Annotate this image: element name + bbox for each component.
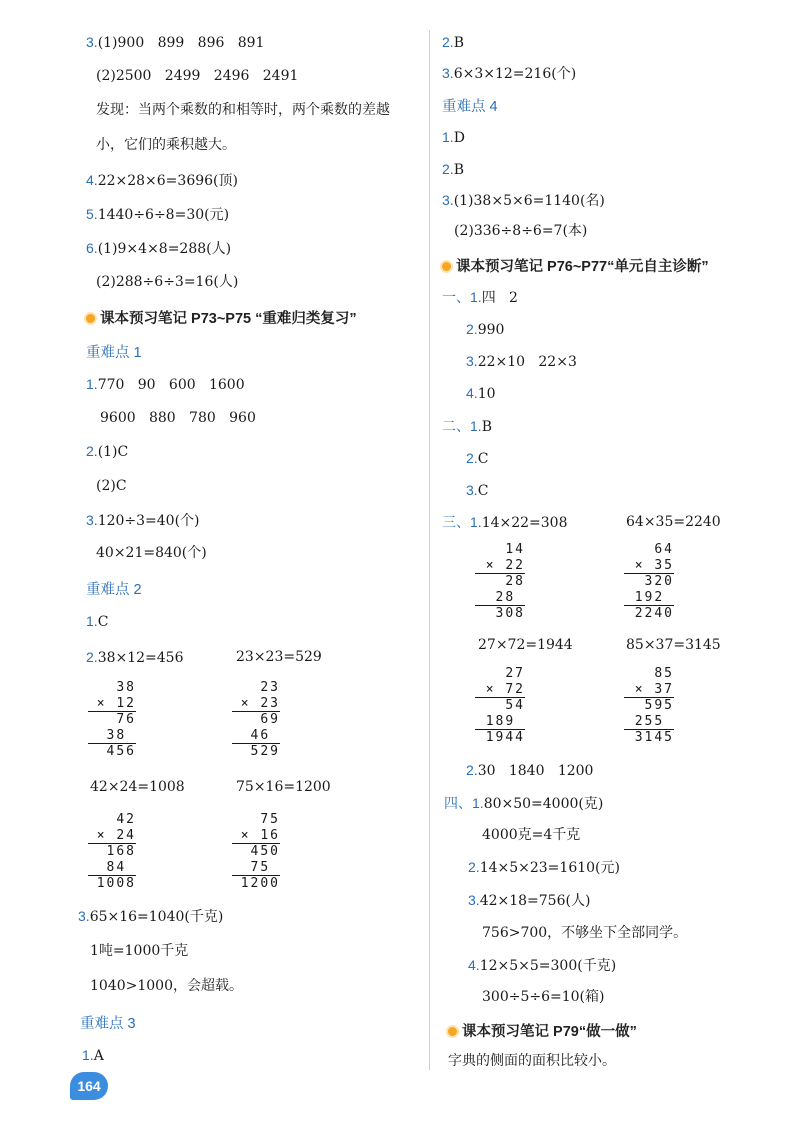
- vertical-calculation: [232, 812, 280, 892]
- answer-line: 三、1.14×22=308: [442, 514, 568, 531]
- calc-row: 255: [634, 713, 674, 729]
- calc-row: × 16: [240, 827, 280, 843]
- answer-line: 27×72=1944: [478, 637, 573, 653]
- calc-row: × 24: [96, 827, 136, 843]
- section-heading: 课本预习笔记 P79“做一做”: [448, 1020, 637, 1041]
- vertical-calculation: [232, 680, 280, 760]
- subsection-title: 重难点 2: [86, 582, 142, 598]
- answer-line: 4.22×28×6=3696(顶): [86, 172, 238, 189]
- answer-line: 4.12×5×5=300(千克): [468, 957, 617, 974]
- subsection-title: 重难点 4: [442, 99, 498, 115]
- answer-line: (2)2500 2499 2496 2491: [96, 68, 299, 84]
- answer-line: 四、1.80×50=4000(克): [444, 795, 604, 812]
- calc-row: 64: [654, 542, 674, 557]
- answer-line: 64×35=2240: [626, 514, 721, 530]
- calc-row: 27: [505, 666, 525, 681]
- calc-row: 84: [106, 859, 136, 875]
- calc-row: 69: [232, 711, 280, 728]
- answer-line: 75×16=1200: [236, 779, 331, 795]
- calc-row: × 35: [634, 557, 674, 573]
- calc-row: 38: [106, 727, 136, 743]
- calc-row: 14: [505, 542, 525, 557]
- subsection-title: 重难点 1: [86, 345, 142, 361]
- answer-line: 1.C: [86, 613, 109, 630]
- answer-line: 3.120÷3=40(个): [86, 512, 200, 529]
- calc-row: × 22: [485, 557, 525, 573]
- answer-line: 4000克=4千克: [482, 827, 581, 843]
- answer-line: 一、1.四 2: [442, 289, 518, 306]
- section-heading: 课本预习笔记 P73~P75 “重难归类复习”: [86, 307, 357, 328]
- answer-line: 85×37=3145: [626, 637, 721, 653]
- vertical-calculation: [475, 666, 525, 746]
- calc-row: 54: [475, 697, 525, 714]
- answer-line: 3.42×18=756(人): [468, 892, 591, 909]
- calc-row: 450: [232, 843, 280, 860]
- calc-row: 28: [495, 589, 525, 605]
- calc-row: 76: [88, 711, 136, 728]
- answer-line: 3.65×16=1040(千克): [78, 908, 224, 925]
- answer-line: 3.(1)900 899 896 891: [86, 34, 265, 51]
- answer-line: 2.(1)C: [86, 443, 129, 460]
- calc-row: 28: [475, 573, 525, 590]
- answer-line: 3.(1)38×5×6=1140(名): [442, 192, 605, 209]
- answer-line: 4.10: [466, 385, 496, 402]
- calc-row: 456: [88, 743, 136, 760]
- calc-row: 308: [475, 605, 525, 622]
- answer-line: (2)C: [96, 478, 127, 494]
- page-number-badge: 164: [70, 1072, 108, 1100]
- answer-line: 300÷5÷6=10(箱): [482, 989, 605, 1005]
- answer-line: 2.C: [466, 450, 489, 467]
- answer-line: 1.770 90 600 1600: [86, 376, 245, 393]
- calc-row: 168: [88, 843, 136, 860]
- answer-line: 3.22×10 22×3: [466, 353, 577, 370]
- answer-line: 2.990: [466, 321, 505, 338]
- answer-line: 9600 880 780 960: [100, 410, 256, 426]
- calc-row: × 12: [96, 695, 136, 711]
- calc-row: 595: [624, 697, 674, 714]
- answer-line: 42×24=1008: [90, 779, 185, 795]
- calc-row: × 37: [634, 681, 674, 697]
- answer-line: 1040>1000，会超载。: [90, 978, 243, 994]
- bullet-icon: [448, 1027, 457, 1036]
- answer-line: 1吨=1000千克: [90, 943, 189, 959]
- answer-line: 3.C: [466, 482, 489, 499]
- calc-row: 2240: [624, 605, 674, 622]
- vertical-calculation: [88, 812, 136, 892]
- answer-line: 756>700，不够坐下全部同学。: [482, 925, 688, 941]
- calc-row: 320: [624, 573, 674, 590]
- answer-line: 2.14×5×23=1610(元): [468, 859, 620, 876]
- calc-row: 23: [260, 680, 280, 695]
- calc-row: 3145: [624, 729, 674, 746]
- vertical-calculation: [624, 542, 674, 622]
- answer-line: 2.30 1840 1200: [466, 762, 594, 779]
- column-divider: [429, 30, 430, 1070]
- calc-row: 38: [116, 680, 136, 695]
- calc-row: 192: [634, 589, 674, 605]
- calc-row: 1008: [88, 875, 136, 892]
- calc-row: 1944: [475, 729, 525, 746]
- calc-row: × 23: [240, 695, 280, 711]
- bullet-icon: [86, 314, 95, 323]
- answer-line: 发现：当两个乘数的和相等时，两个乘数的差越: [96, 102, 390, 118]
- calc-row: 75: [260, 812, 280, 827]
- section-heading: 课本预习笔记 P76~P77“单元自主诊断”: [442, 255, 709, 276]
- calc-row: 529: [232, 743, 280, 760]
- answer-line: 小，它们的乘积越大。: [96, 137, 236, 153]
- answer-line: 3.6×3×12=216(个): [442, 65, 577, 82]
- answer-line: 二、1.B: [442, 418, 492, 435]
- answer-line: 23×23=529: [236, 649, 322, 665]
- vertical-calculation: [475, 542, 525, 622]
- answer-line: 2.B: [442, 161, 464, 178]
- subsection-title: 重难点 3: [80, 1016, 136, 1032]
- vertical-calculation: [88, 680, 136, 760]
- answer-line: 40×21=840(个): [96, 545, 207, 561]
- vertical-calculation: [624, 666, 674, 746]
- bullet-icon: [442, 262, 451, 271]
- answer-line: 6.(1)9×4×8=288(人): [86, 240, 232, 257]
- answer-line: 2.38×12=456: [86, 649, 184, 666]
- calc-row: 75: [250, 859, 280, 875]
- calc-row: 85: [654, 666, 674, 681]
- answer-line: 字典的侧面的面积比较小。: [448, 1053, 616, 1069]
- answer-line: (2)288÷6÷3=16(人): [96, 274, 239, 290]
- calc-row: × 72: [485, 681, 525, 697]
- calc-row: 46: [250, 727, 280, 743]
- answer-line: 2.B: [442, 34, 464, 51]
- answer-line: 5.1440÷6÷8=30(元): [86, 206, 230, 223]
- calc-row: 1200: [232, 875, 280, 892]
- answer-line: 1.A: [82, 1047, 104, 1064]
- answer-line: 1.D: [442, 129, 465, 146]
- calc-row: 42: [116, 812, 136, 827]
- calc-row: 189: [485, 713, 525, 729]
- answer-line: (2)336÷8÷6=7(本): [454, 223, 588, 239]
